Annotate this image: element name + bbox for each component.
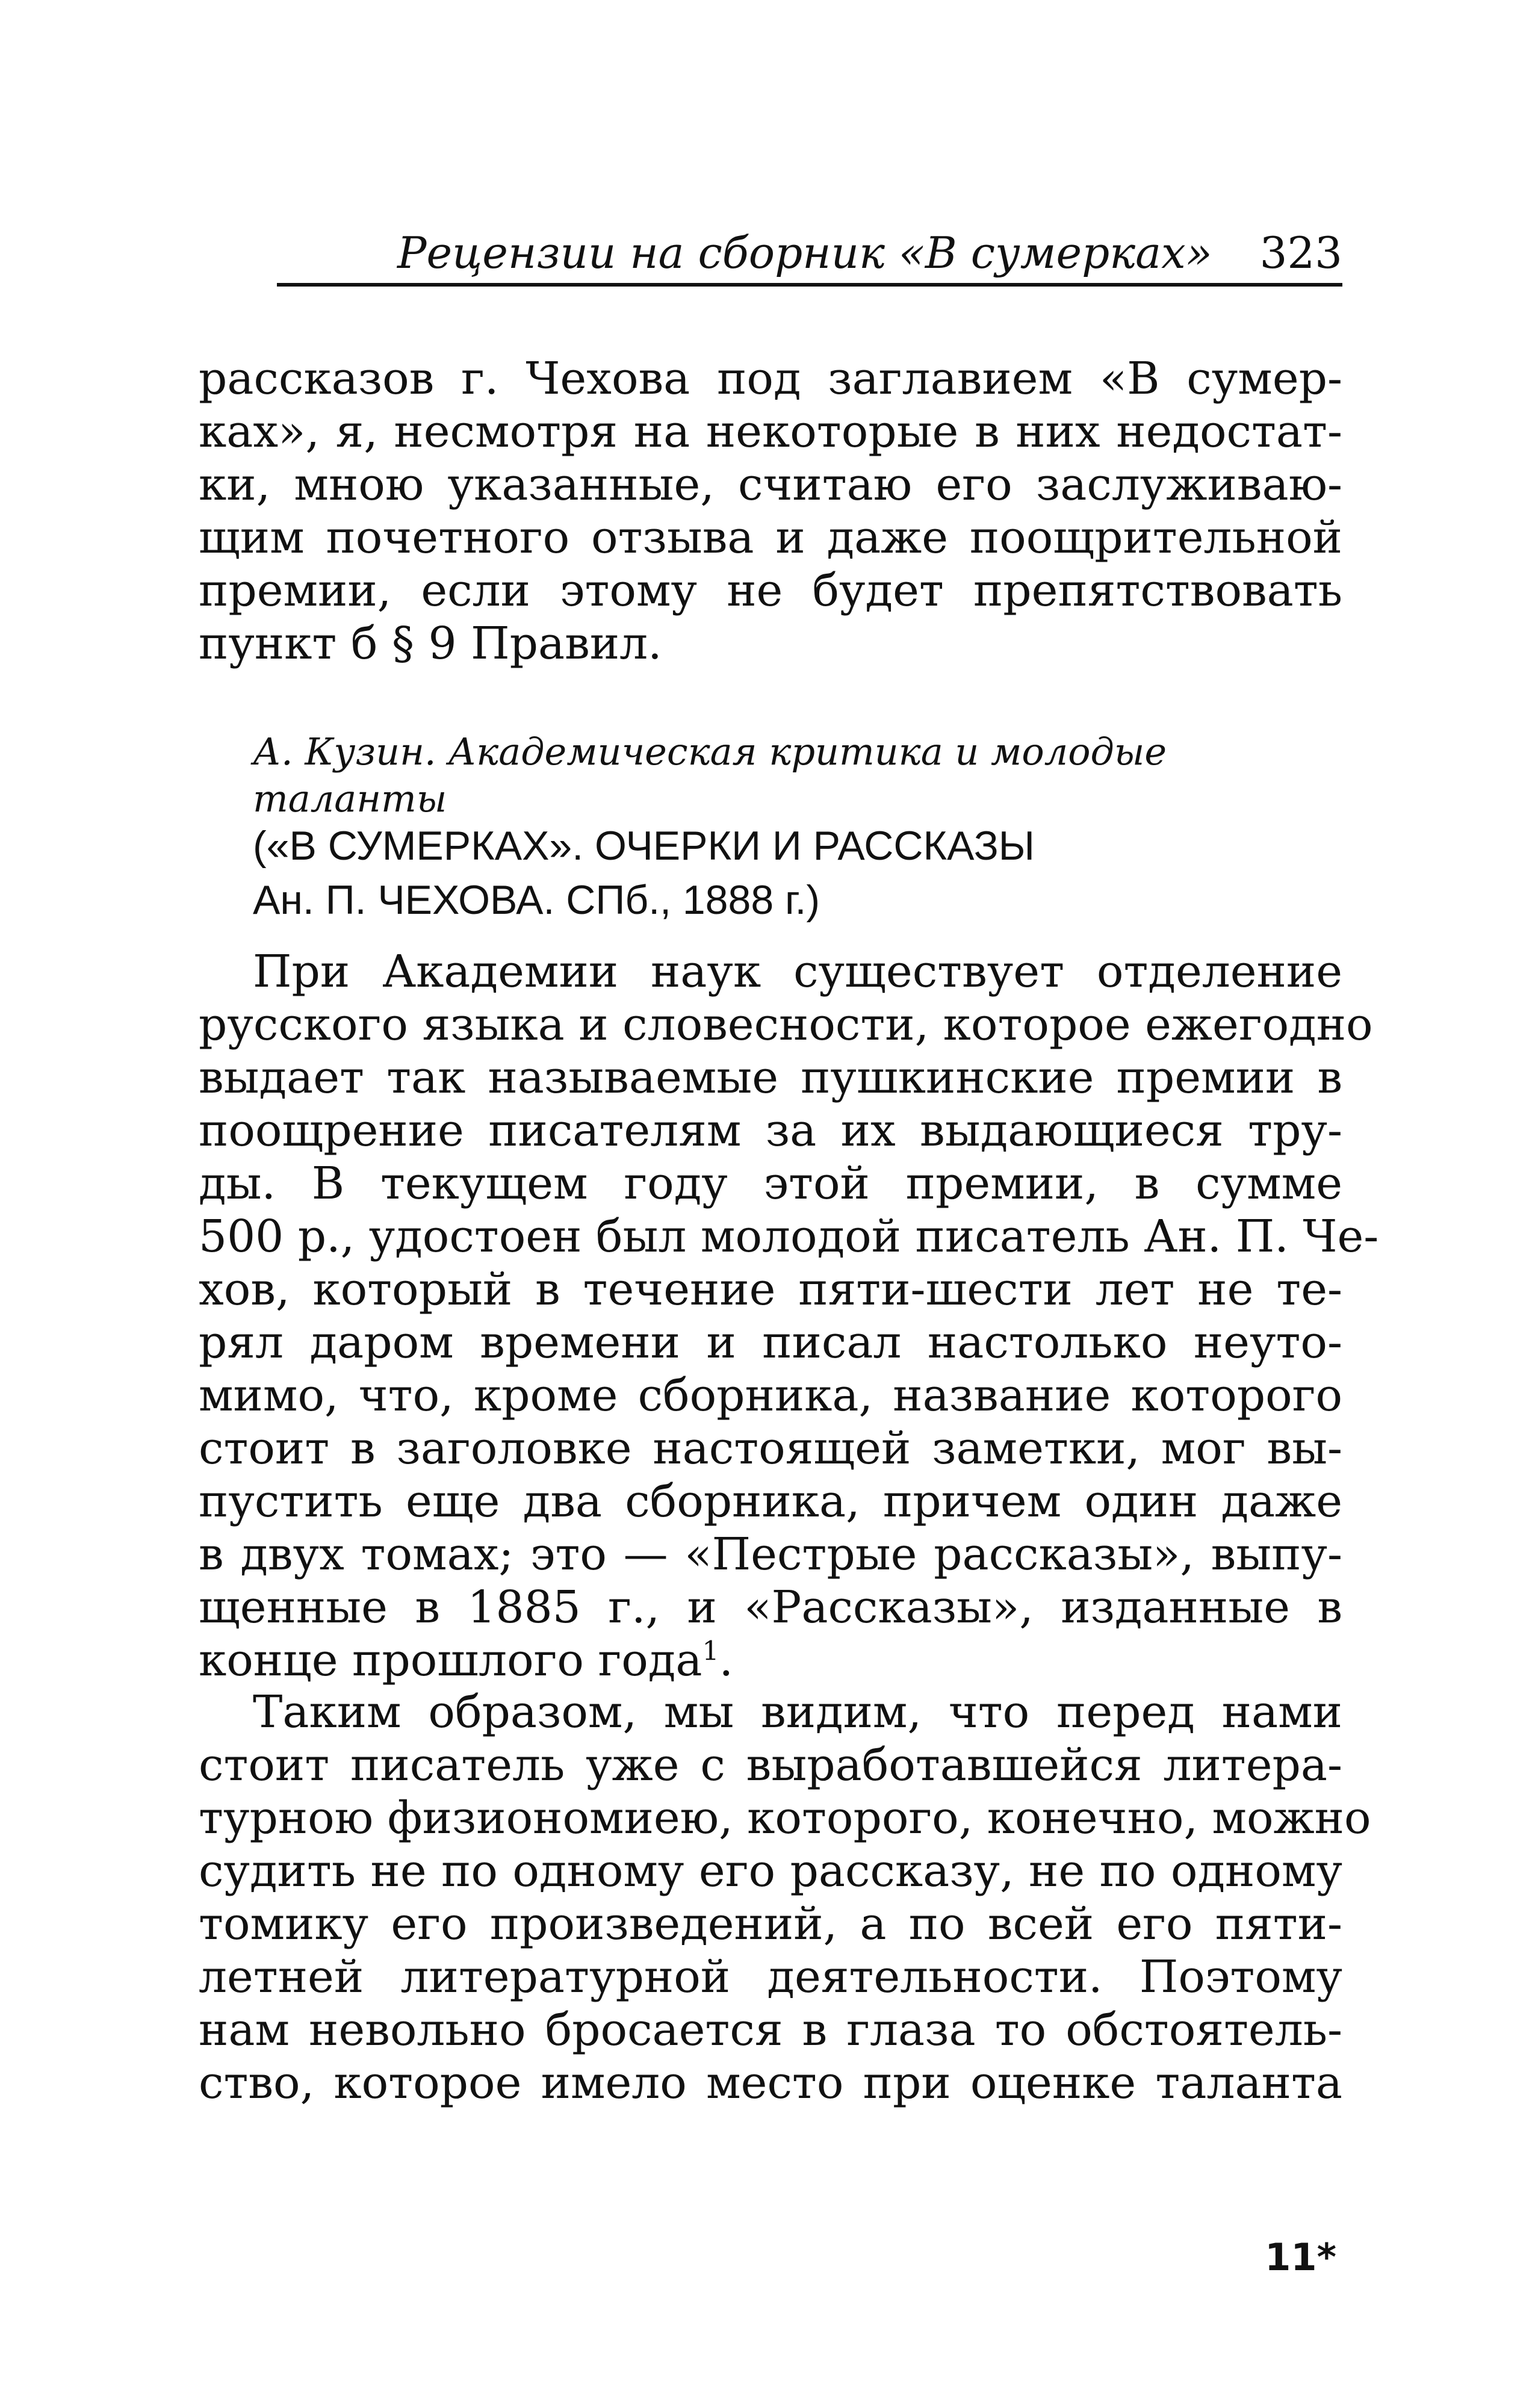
footnote-marker: 1	[702, 1636, 719, 1667]
text-line: щенные в 1885 г., и «Рассказы», изданные в	[199, 1581, 1342, 1633]
subtitle-line: («В СУМЕРКАХ». ОЧЕРКИ И РАССКАЗЫ	[253, 823, 1035, 869]
paragraph-continuation	[199, 352, 1342, 670]
subtitle-line: Ан. П. ЧЕХОВА. СПб., 1888 г.)	[253, 877, 820, 923]
text-line: в двух томах; это — «Пестрые рассказы», выпу-	[199, 1528, 1342, 1580]
text-line: премии, если этому не будет препятствовать	[199, 565, 1342, 616]
text-line: выдает так называемые пушкинские премии в	[199, 1052, 1342, 1103]
text-line: хов, который в течение пяти-шести лет не те-	[199, 1264, 1342, 1315]
text-line: турною физиономиею, которого, конечно, можно	[199, 1792, 1371, 1844]
article-subtitle	[253, 819, 1035, 927]
text-line: летней литературной деятельности. Поэтому	[199, 1951, 1342, 2003]
text-line: ство, которое имело место при оценке таланта	[199, 2057, 1342, 2109]
text-line: ды. В текущем году этой премии, в сумме	[199, 1158, 1342, 1209]
text-line: рассказов г. Чехова под заглавием «В сумер-	[199, 353, 1342, 405]
text-line: стоит писатель уже с выработавшейся литера-	[199, 1739, 1342, 1791]
text-line: ки, мною указанные, считаю его заслуживаю-	[199, 459, 1342, 510]
text-line: 500 р., удостоен был молодой писатель Ан. П. Че-	[199, 1211, 1379, 1262]
text-line: рял даром времени и писал настолько неуто-	[199, 1317, 1342, 1368]
text-line: При Академии наук существует отделение	[253, 946, 1342, 998]
text-line: мимо, что, кроме сборника, название которого	[199, 1370, 1342, 1421]
paragraph	[199, 1686, 1371, 2109]
paragraph	[199, 945, 1379, 1687]
text-line: томику его произведений, а по всей его пяти-	[199, 1898, 1342, 1950]
text-line	[199, 1634, 1342, 1687]
text-line: судить не по одному его рассказу, не по одному	[199, 1845, 1342, 1897]
signature-mark: 11*	[1265, 2235, 1336, 2279]
page-number: 323	[1259, 228, 1342, 278]
text-line: щим почетного отзыва и даже поощрительной	[199, 512, 1342, 563]
running-title: Рецензии на сборник «В сумерках»	[397, 228, 1212, 278]
text-line: нам невольно бросается в глаза то обстоятель-	[199, 2004, 1342, 2056]
text-line: русского языка и словесности, которое ежегодно	[199, 999, 1373, 1050]
running-head	[277, 217, 1342, 289]
header-rule	[277, 283, 1342, 287]
article-byline: А. Кузин. Академическая критика и молодые таланты	[253, 730, 1167, 821]
text-fragment: .	[719, 1634, 734, 1686]
text-line: стоит в заголовке настоящей заметки, мог вы-	[199, 1423, 1342, 1474]
text-line: ках», я, несмотря на некоторые в них недостат-	[199, 406, 1342, 458]
text-line: Таким образом, мы видим, что перед нами	[253, 1686, 1342, 1738]
text-line: пункт б § 9 Правил.	[199, 618, 662, 669]
text-line: поощрение писателям за их выдающиеся тру-	[199, 1105, 1342, 1156]
text-line: пустить еще два сборника, причем один даже	[199, 1476, 1342, 1527]
text-fragment: конце прошлого года	[199, 1634, 702, 1686]
